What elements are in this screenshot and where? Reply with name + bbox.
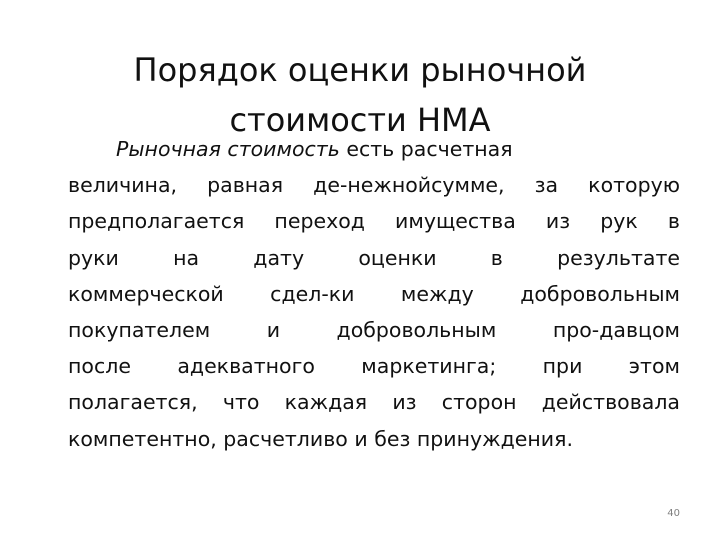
paragraph-line-6: покупателем и добровольным про-давцом [68, 318, 680, 343]
paragraph-line-5: коммерческой сдел-ки между добровольным [68, 281, 680, 306]
paragraph-line-7: после адекватного маркетинга; при этом [68, 354, 680, 379]
definition-paragraph [68, 131, 680, 457]
paragraph-line-9: компетентно, расчетливо и без принуждения. [68, 426, 573, 451]
paragraph-line-8: полагается, что каждая из сторон действовала [68, 390, 680, 415]
paragraph-line-1 [68, 131, 680, 167]
paragraph-line-3: предполагается переход имущества из рук в [68, 209, 680, 234]
paragraph-line-4: руки на дату оценки в результате [68, 245, 680, 270]
paragraph-line-2: величина, равная де-нежнойсумме, за которую [68, 173, 680, 198]
slide-title-line-2: стоимости НМА [229, 101, 491, 140]
page-number: 40 [667, 508, 680, 519]
slide-title-line-1: Порядок оценки рыночной [133, 51, 587, 90]
defined-term: Рыночная стоимость [116, 137, 340, 161]
paragraph-line-1-rest: есть расчетная [339, 137, 513, 161]
